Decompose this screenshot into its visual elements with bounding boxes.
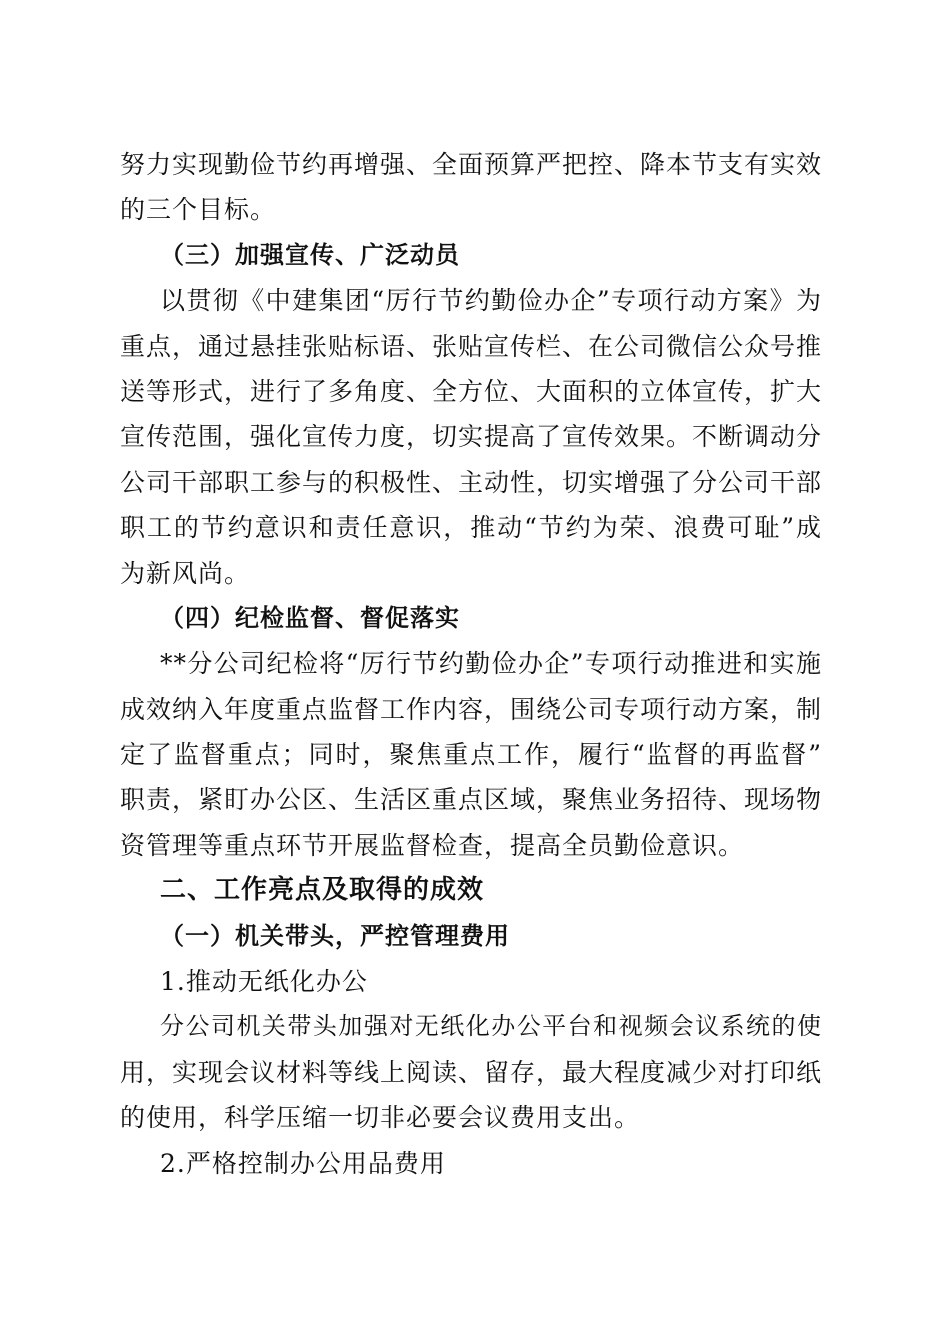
paragraph-line: 成效纳入年度重点监督工作内容，围绕公司专项行动方案，制 [120,694,823,724]
document-body [120,142,822,1186]
paragraph-line: 送等形式，进行了多角度、全方位、大面积的立体宣传，扩大 [120,376,823,406]
section-heading: （四）纪检监督、督促落实 [160,603,460,632]
paragraph-line: 资管理等重点环节开展监督检查，提高全员勤俭意识。 [120,830,745,860]
chapter-heading: 二、工作亮点及取得的成效 [160,875,485,906]
paragraph-line: 的三个目标。 [120,195,277,225]
item-heading: 2.严格控制办公用品费用 [160,1148,446,1178]
item-heading: 1.推动无纸化办公 [160,967,368,997]
paragraph-line: 的使用，科学压缩一切非必要会议费用支出。 [120,1103,641,1133]
paragraph-line: 定了监督重点；同时，聚焦重点工作，履行“监督的再监督” [120,740,822,770]
paragraph-line: 宣传范围，强化宣传力度，切实提高了宣传效果。不断调动分 [120,422,823,452]
paragraph-line: 重点，通过悬挂张贴标语、张贴宣传栏、在公司微信公众号推 [120,331,823,361]
paragraph-line: 用，实现会议材料等线上阅读、留存，最大程度减少对打印纸 [120,1057,823,1087]
paragraph-line: 职工的节约意识和责任意识，推动“节约为荣、浪费可耻”成 [120,513,822,543]
paragraph-line: 职责，紧盯办公区、生活区重点区域，聚焦业务招待、现场物 [120,785,823,815]
section-heading: （一）机关带头，严控管理费用 [160,921,510,950]
paragraph-line: **分公司纪检将“厉行节约勤俭办企”专项行动推进和实施 [160,649,822,679]
section-heading: （三）加强宣传、广泛动员 [160,240,460,269]
paragraph-line: 分公司机关带头加强对无纸化办公平台和视频会议系统的使 [160,1012,822,1041]
paragraph-line: 公司干部职工参与的积极性、主动性，切实增强了分公司干部 [120,467,823,497]
paragraph-line: 为新风尚。 [120,558,251,588]
paragraph-line: 以贯彻《中建集团“厉行节约勤俭办企”专项行动方案》为 [160,286,822,316]
paragraph-line: 努力实现勤俭节约再增强、全面预算严把控、降本节支有实效 [120,150,823,179]
